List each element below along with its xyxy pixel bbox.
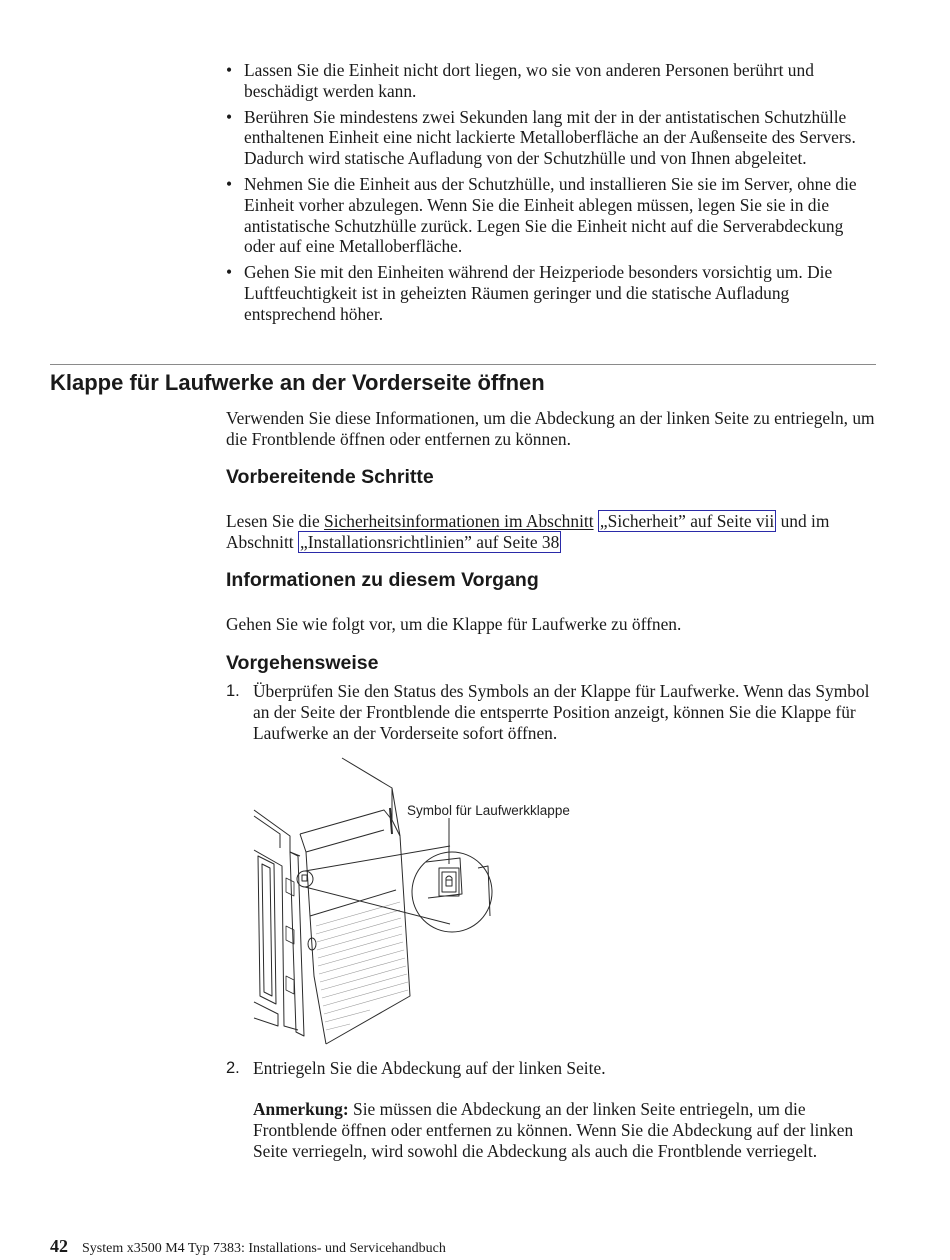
bullet-item: • Nehmen Sie die Einheit aus der Schutzhülle, und installieren Sie sie im Server, ohne die Einheit vorher abzulegen. Wenn Sie die Einheit ablegen müssen, legen Sie sie in die antistatische Schutzhülle zurück. Legen Sie die Einheit nicht auf die Serverabdeckung oder auf eine Metalloberfläche. bbox=[226, 174, 876, 257]
footer-title: System x3500 M4 Typ 7383: Installations- und Servicehandbuch bbox=[82, 1241, 446, 1256]
safety-link[interactable]: „Sicherheit” auf Seite vii bbox=[599, 511, 775, 531]
bullet-item: • Gehen Sie mit den Einheiten während der Heizperiode besonders vorsichtig um. Die Luftfeuchtigkeit ist in geheizten Räumen geringer und die statische Aufladung entsprechend höher. bbox=[226, 262, 876, 324]
installation-guidelines-link[interactable]: „Installationsrichtlinien” auf Seite 38 bbox=[299, 531, 560, 552]
step-number: 1. bbox=[226, 682, 240, 700]
section-title: Klappe für Laufwerke an der Vorderseite öffnen bbox=[50, 370, 545, 395]
figure-label: Symbol für Laufwerkklappe bbox=[407, 803, 570, 818]
section-divider bbox=[50, 364, 876, 365]
info-heading: Informationen zu diesem Vorgang bbox=[226, 569, 539, 591]
bullet-item: • Lassen Sie die Einheit nicht dort liegen, wo sie von anderen Personen berührt und beschädigt werden kann. bbox=[226, 60, 876, 102]
prep-text-middle: und im Abschnitt bbox=[226, 511, 830, 552]
server-illustration bbox=[250, 756, 600, 1046]
info-text: Gehen Sie wie folgt vor, um die Klappe für Laufwerke zu öffnen. bbox=[226, 614, 682, 634]
procedure-heading: Vorgehensweise bbox=[226, 652, 379, 674]
step-text: Entriegeln Sie die Abdeckung auf der linken Seite. bbox=[253, 1058, 606, 1078]
note-text: Sie müssen die Abdeckung an der linken Seite entriegeln, um die Frontblende öffnen oder entfernen zu können. Wenn Sie die Abdeckung auf der linken Seite verriegeln, wird sowohl die Abdeckung als auch die Frontblende verriegelt. bbox=[253, 1099, 854, 1161]
prep-text-underlined: Sicherheitsinformationen im Abschnitt bbox=[324, 511, 594, 531]
procedure-step-1 bbox=[226, 681, 876, 743]
page-number: 42 bbox=[50, 1236, 68, 1256]
step-number: 2. bbox=[226, 1059, 240, 1077]
section-intro: Verwenden Sie diese Informationen, um die Abdeckung an der linken Seite zu entriegeln, um die Frontblende öffnen oder entfernen zu können. bbox=[226, 408, 875, 449]
note-paragraph bbox=[253, 1099, 877, 1161]
bullet-item: • Berühren Sie mindestens zwei Sekunden lang mit der in der antistatischen Schutzhülle enthaltenen Einheit eine nicht lackierte Metalloberfläche an der Außenseite des Servers. Dadurch wird statische Aufladung von der Schutzhülle und von Ihnen abgeleitet. bbox=[226, 107, 876, 169]
prep-heading: Vorbereitende Schritte bbox=[226, 466, 434, 488]
prep-text-before: Lesen Sie die bbox=[226, 511, 325, 531]
procedure-step-2 bbox=[226, 1058, 876, 1079]
esd-bullet-list-container bbox=[226, 60, 876, 330]
page-footer bbox=[50, 1236, 446, 1257]
server-drive-door-figure bbox=[250, 756, 600, 1046]
esd-bullet-list bbox=[226, 60, 876, 325]
note-label: Anmerkung: bbox=[253, 1099, 349, 1119]
prep-text bbox=[226, 511, 876, 553]
step-text: Überprüfen Sie den Status des Symbols an der Klappe für Laufwerke. Wenn das Symbol an der Seite der Frontblende die entsperrte Position anzeigt, können Sie die Klappe für Laufwerke an der Vorderseite sofort öffnen. bbox=[253, 681, 870, 743]
